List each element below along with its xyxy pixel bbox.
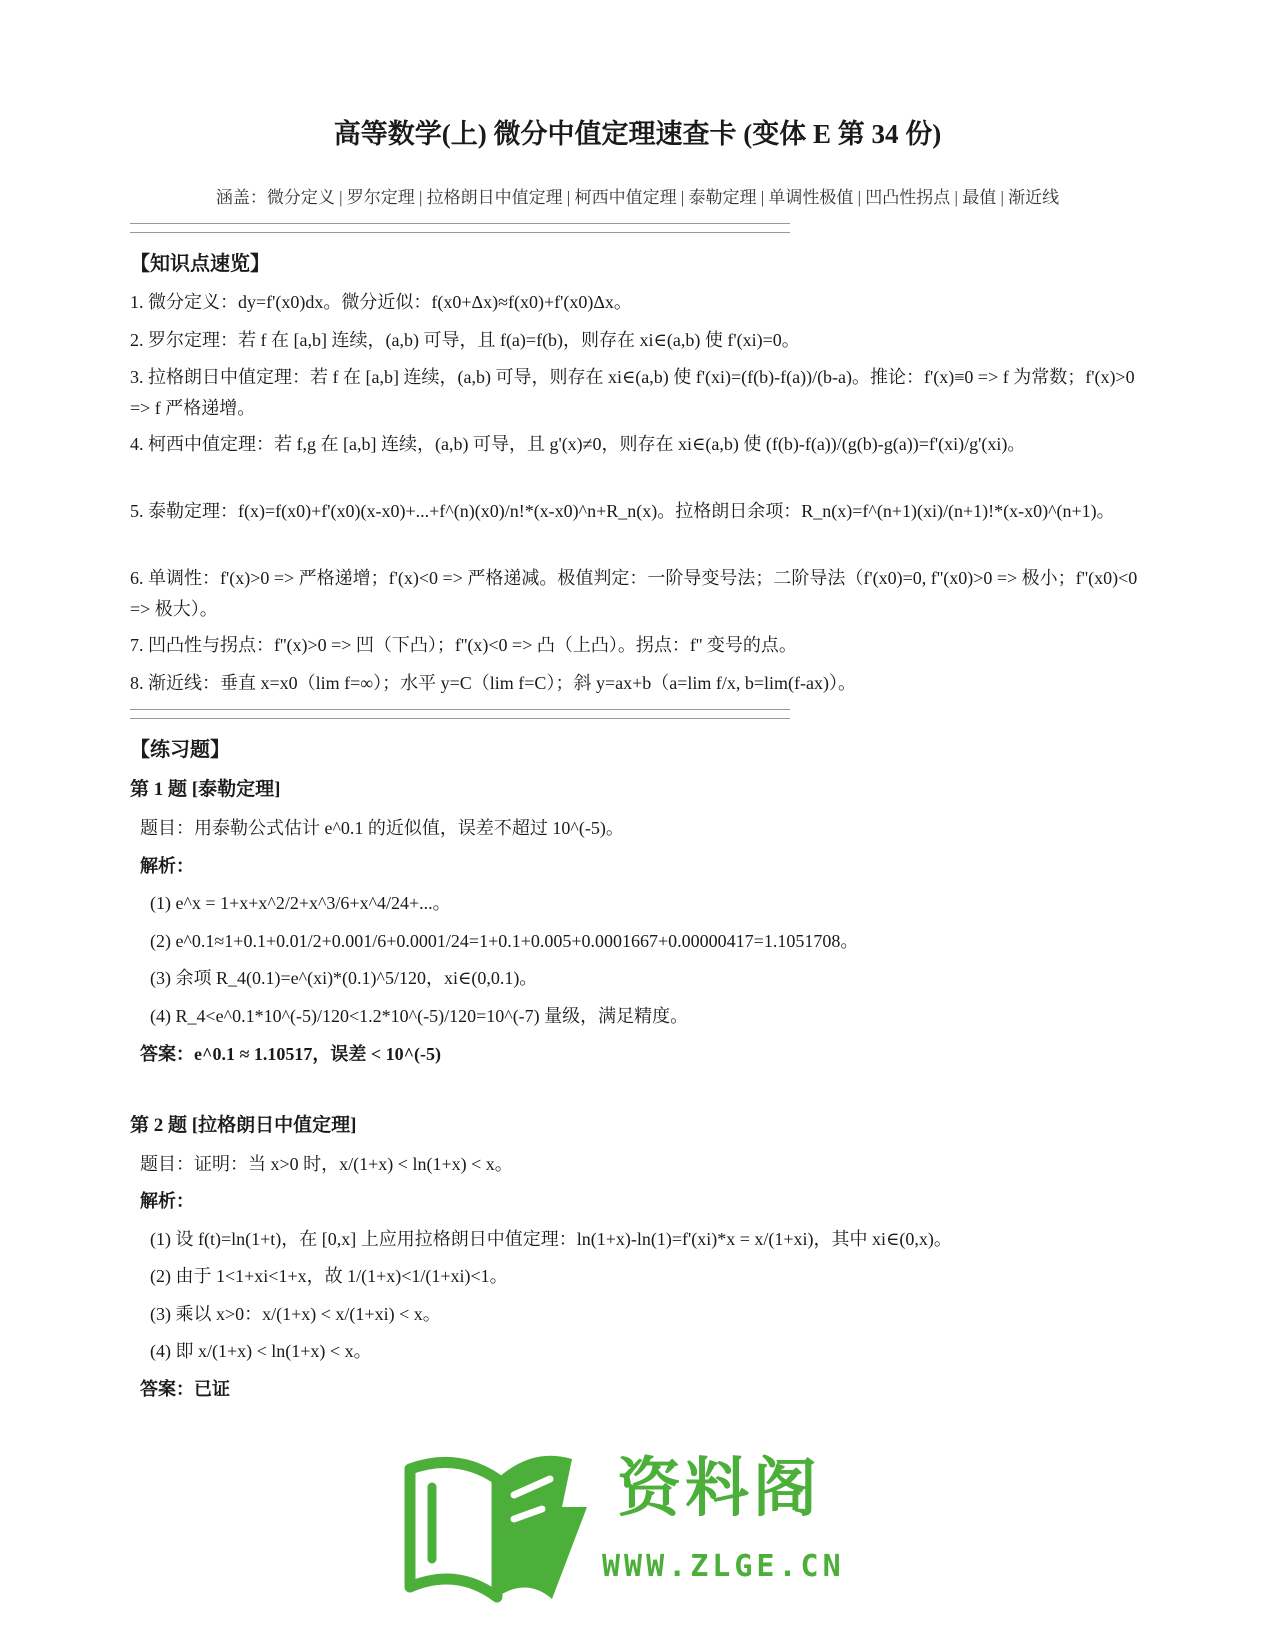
question-2-step: (3) 乘以 x>0：x/(1+x) < x/(1+xi) < x。 — [150, 1304, 441, 1324]
knowledge-item: 5. 泰勒定理：f(x)=f(x0)+f'(x0)(x-x0)+...+f^(n)(x0)/n!*(x-x0)^n+R_n(x)。拉格朗日余项：R_n(x)=f^(n+1)(xi)/(n+1)!*(x-x0)^(n+1)。 — [130, 501, 1115, 521]
question-1-title: 第 1 题 [泰勒定理] — [130, 779, 281, 800]
watermark-url: WWW.ZLGE.CN — [602, 1549, 845, 1584]
knowledge-item: 6. 单调性：f'(x)>0 => 严格递增；f'(x)<0 => 严格递减。极值判定：一阶导变号法；二阶导法（f'(x0)=0, f''(x0)>0 => 极小；f''(x0)<0 => 极大）。 — [130, 568, 1138, 619]
question-1-answer: 答案：e^0.1 ≈ 1.10517，误差 < 10^(-5) — [140, 1044, 442, 1064]
exercises-heading: 【练习题】 — [130, 739, 230, 761]
question-2-text: 题目：证明：当 x>0 时，x/(1+x) < ln(1+x) < x。 — [140, 1154, 513, 1174]
watermark-logo — [402, 1447, 872, 1607]
question-1-step: (1) e^x = 1+x+x^2/2+x^3/6+x^4/24+...。 — [150, 893, 451, 913]
knowledge-item: 8. 渐近线：垂直 x=x0（lim f=∞）；水平 y=C（lim f=C）；斜 y=ax+b（a=lim f/x, b=lim(f-ax)）。 — [130, 673, 856, 693]
question-1-step: (2) e^0.1≈1+0.1+0.01/2+0.001/6+0.0001/24=1+0.1+0.005+0.0001667+0.00000417=1.1051708。 — [150, 931, 859, 951]
question-2-step: (4) 即 x/(1+x) < ln(1+x) < x。 — [150, 1341, 372, 1361]
question-2-title: 第 2 题 [拉格朗日中值定理] — [130, 1115, 357, 1136]
divider — [130, 223, 790, 233]
knowledge-item: 7. 凹凸性与拐点：f''(x)>0 => 凹（下凸）；f''(x)<0 => 凸（上凸）。拐点：f'' 变号的点。 — [130, 635, 797, 655]
question-1-step: (3) 余项 R_4(0.1)=e^(xi)*(0.1)^5/120，xi∈(0,0.1)。 — [150, 968, 538, 988]
question-2-analysis-label: 解析： — [140, 1191, 194, 1211]
knowledge-item: 1. 微分定义：dy=f'(x0)dx。微分近似：f(x0+Δx)≈f(x0)+f'(x0)Δx。 — [130, 292, 632, 312]
document-subtitle: 涵盖：微分定义 | 罗尔定理 | 拉格朗日中值定理 | 柯西中值定理 | 泰勒定理 | 单调性极值 | 凹凸性拐点 | 最值 | 渐近线 — [215, 188, 1060, 207]
knowledge-item: 2. 罗尔定理：若 f 在 [a,b] 连续，(a,b) 可导，且 f(a)=f(b)，则存在 xi∈(a,b) 使 f'(xi)=0。 — [130, 330, 800, 350]
open-book-icon — [402, 1447, 602, 1607]
question-2-step: (2) 由于 1<1+xi<1+x，故 1/(1+x)<1/(1+xi)<1。 — [150, 1266, 508, 1286]
divider — [130, 709, 790, 719]
knowledge-item: 4. 柯西中值定理：若 f,g 在 [a,b] 连续，(a,b) 可导，且 g'(x)≠0，则存在 xi∈(a,b) 使 (f(b)-f(a))/(g(b)-g(a))=f'(xi)/g'(xi)。 — [130, 434, 1026, 454]
question-1-step: (4) R_4<e^0.1*10^(-5)/120<1.2*10^(-5)/120=10^(-7) 量级，满足精度。 — [150, 1006, 689, 1026]
question-1-text: 题目：用泰勒公式估计 e^0.1 的近似值，误差不超过 10^(-5)。 — [140, 818, 624, 838]
watermark-name: 资料阁 — [617, 1452, 821, 1526]
question-1-analysis-label: 解析： — [140, 856, 194, 876]
document-title: 高等数学(上) 微分中值定理速查卡 (变体 E 第 34 份) — [333, 119, 942, 149]
knowledge-item: 3. 拉格朗日中值定理：若 f 在 [a,b] 连续，(a,b) 可导，则存在 xi∈(a,b) 使 f'(xi)=(f(b)-f(a))/(b-a)。推论：f'(x)≡0 => f 为常数；f'(x)>0 => f 严格递增。 — [130, 367, 1135, 418]
question-2-answer: 答案：已证 — [140, 1379, 230, 1399]
knowledge-heading: 【知识点速览】 — [130, 253, 270, 275]
question-2-step: (1) 设 f(t)=ln(1+t)，在 [0,x] 上应用拉格朗日中值定理：ln(1+x)-ln(1)=f'(xi)*x = x/(1+xi)，其中 xi∈(0,x)。 — [150, 1229, 952, 1249]
